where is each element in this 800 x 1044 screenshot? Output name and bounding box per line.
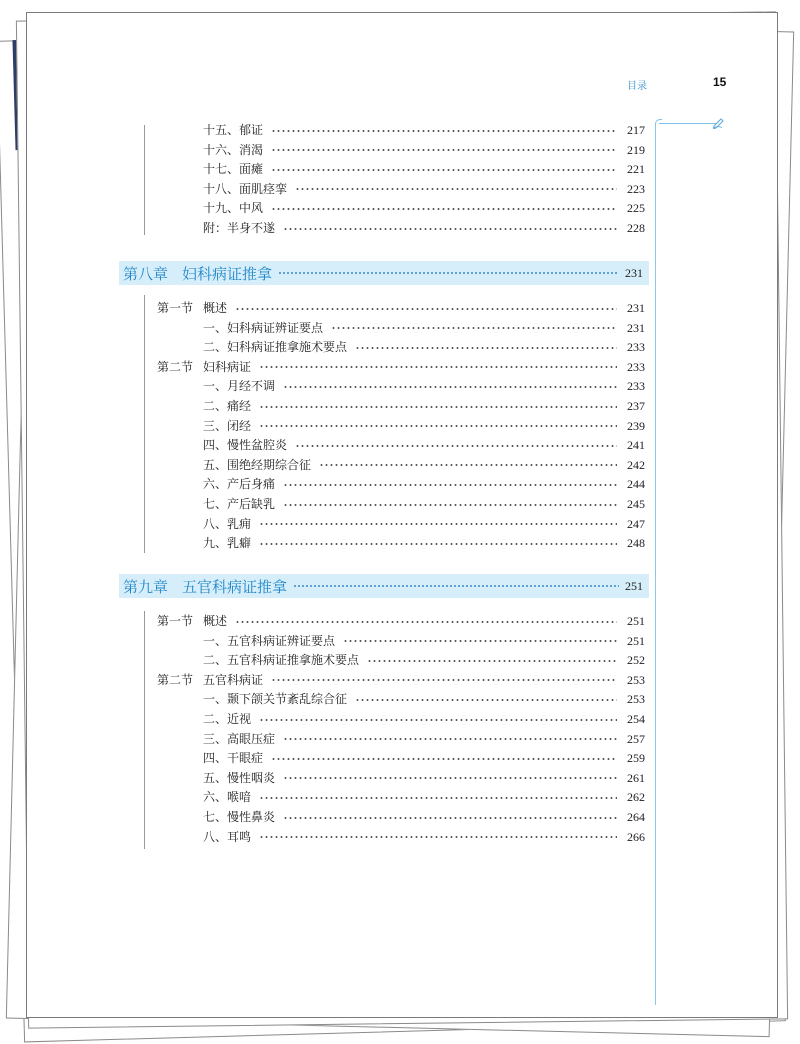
entry-title: 四、干眼症 [203,751,264,766]
entry-title: 五、围绝经期综合征 [203,457,312,472]
leader-dots [367,660,617,662]
entry-title: 九、乳癖 [203,536,252,551]
leader-dots [283,386,617,388]
entry-title: 十八、面肌痉挛 [203,181,288,196]
entry-title: 二、近视 [203,712,252,726]
leader-dots [271,208,617,210]
leader-dots [259,543,617,545]
entry-title: 十六、消渴 [203,142,264,157]
chapter-number: 第九章 [123,577,169,596]
leader-dots [331,327,617,329]
entry-page: 248 [627,536,645,551]
entry-page: 231 [627,301,645,315]
toc-entry[interactable] [157,690,645,709]
entry-title: 六、喉喑 [203,790,252,805]
leader-dots [235,308,617,310]
entry-title: 三、闭经 [203,418,252,433]
section-rule [144,611,145,849]
toc-entry[interactable] [157,358,645,377]
entry-title: 六、产后身痛 [203,477,276,492]
entry-page: 247 [627,516,645,531]
entry-page: 241 [627,438,645,453]
entry-title: 一、颞下颌关节紊乱综合征 [203,692,348,707]
leader-dots [259,366,617,368]
toc-entry[interactable] [203,141,645,160]
entry-title: 十七、面瘫 [203,162,264,177]
toc-entry[interactable] [157,299,645,318]
entry-page: 233 [627,379,645,394]
running-header: 目录 [627,81,647,92]
entry-title: 十九、中风 [203,201,264,216]
entry-page: 242 [627,457,645,472]
entry-title: 一、五官科病证辨证要点 [203,633,336,648]
leader-dots [271,149,617,151]
entry-title: 附：半身不遂 [203,221,276,235]
entry-page: 257 [627,731,645,746]
leader-dots [283,228,617,230]
page-number: 15 [713,75,727,89]
toc-entry[interactable] [203,180,645,199]
toc-entry[interactable] [157,788,645,807]
entry-title: 七、产后缺乳 [203,497,276,511]
entry-title: 一、月经不调 [203,379,276,394]
leader-dots [259,425,617,427]
entry-page: 219 [627,142,645,157]
toc-entry[interactable] [157,515,645,534]
leader-dots [235,621,617,623]
leader-dots [319,464,617,466]
chapter-number: 第八章 [123,264,169,283]
entry-page: 233 [627,359,645,374]
leader-dots [295,188,617,190]
entry-page: 253 [627,672,645,687]
entry-title: 一、妇科病证辨证要点 [203,320,324,335]
entry-page: 237 [627,399,645,413]
entry-title: 八、耳鸣 [203,829,252,844]
leader-dots [259,797,617,799]
toc-entry[interactable] [203,121,645,140]
section-rule [144,125,145,235]
entry-page: 225 [627,201,645,216]
leader-dots [271,169,617,171]
toc-entry[interactable] [157,495,645,514]
leader-dots [278,272,619,274]
toc-entry[interactable] [157,769,645,788]
toc-entry[interactable] [203,160,645,179]
margin-rule-vertical [655,125,656,1005]
entry-page: 266 [627,829,645,844]
toc-entry[interactable] [157,534,645,553]
leader-dots [271,679,617,681]
leader-dots [259,836,617,838]
leader-dots [283,738,617,740]
toc-entry[interactable] [157,828,645,847]
leader-dots [283,817,617,819]
toc-entry[interactable] [157,417,645,436]
entry-title: 概述 [203,301,228,315]
toc-entry[interactable] [157,319,645,338]
entry-page: 251 [627,614,645,628]
section-number: 第一节 [157,301,194,315]
leader-dots [271,758,617,760]
entry-page: 253 [627,692,645,707]
pen-icon [711,115,725,129]
entry-page: 221 [627,162,645,177]
entry-page: 262 [627,790,645,805]
leader-dots [283,504,617,506]
section-number: 第二节 [157,672,194,687]
chapter-page: 251 [625,578,643,593]
chapter-title: 五官科病证推拿 [182,577,288,596]
leader-dots [355,347,617,349]
entry-page: 217 [627,123,645,137]
entry-title: 五官科病证 [203,672,264,687]
leader-dots [295,445,617,447]
chapter-heading-9[interactable] [119,574,649,598]
toc-entry[interactable] [203,219,645,238]
toc-entry[interactable] [157,808,645,827]
toc-entry[interactable] [157,338,645,357]
section-rule [144,295,145,553]
toc-entry[interactable] [157,397,645,416]
entry-title: 三、高眼压症 [203,731,276,746]
leader-dots [283,777,617,779]
toc-entry[interactable] [157,436,645,455]
toc-entry[interactable] [157,475,645,494]
entry-page: 245 [627,497,645,511]
entry-page: 231 [627,320,645,335]
toc-entry[interactable] [157,710,645,729]
toc-entry[interactable] [157,671,645,690]
entry-page: 254 [627,712,645,726]
toc-entry[interactable] [157,749,645,768]
leader-dots [283,484,617,486]
leader-dots [271,130,617,132]
toc-entry[interactable] [157,456,645,475]
entry-page: 259 [627,751,645,766]
chapter-title: 妇科病证推拿 [182,264,273,283]
toc-page [26,12,778,1018]
section-number: 第二节 [157,359,194,374]
entry-page: 261 [627,770,645,785]
toc-entry[interactable] [157,730,645,749]
entry-page: 228 [627,221,645,235]
leader-dots [293,585,619,587]
entry-title: 二、痛经 [203,399,252,413]
entry-title: 八、乳痈 [203,516,252,531]
chapter-heading-8[interactable] [119,261,649,285]
entry-page: 233 [627,340,645,355]
entry-page: 251 [627,633,645,648]
leader-dots [259,523,617,525]
entry-title: 七、慢性鼻炎 [203,810,276,824]
entry-page: 244 [627,477,645,492]
entry-page: 223 [627,181,645,196]
toc-entry[interactable] [157,632,645,651]
chapter-page: 231 [625,265,643,280]
leader-dots [259,719,617,721]
leader-dots [343,640,617,642]
toc-entry[interactable] [157,651,645,670]
entry-title: 二、五官科病证推拿施术要点 [203,653,360,668]
section-number: 第一节 [157,614,194,628]
entry-page: 239 [627,418,645,433]
entry-title: 四、慢性盆腔炎 [203,438,288,453]
toc-entry[interactable] [203,199,645,218]
leader-dots [259,406,617,408]
entry-title: 五、慢性咽炎 [203,770,276,785]
leader-dots [355,699,617,701]
entry-title: 二、妇科病证推拿施术要点 [203,340,348,355]
entry-title: 概述 [203,614,228,628]
entry-page: 264 [627,810,645,824]
toc-entry[interactable] [157,377,645,396]
entry-title: 十五、郁证 [203,123,264,137]
entry-title: 妇科病证 [203,359,252,374]
margin-rule-top [659,123,717,124]
entry-page: 252 [627,653,645,668]
toc-entry[interactable] [157,612,645,631]
